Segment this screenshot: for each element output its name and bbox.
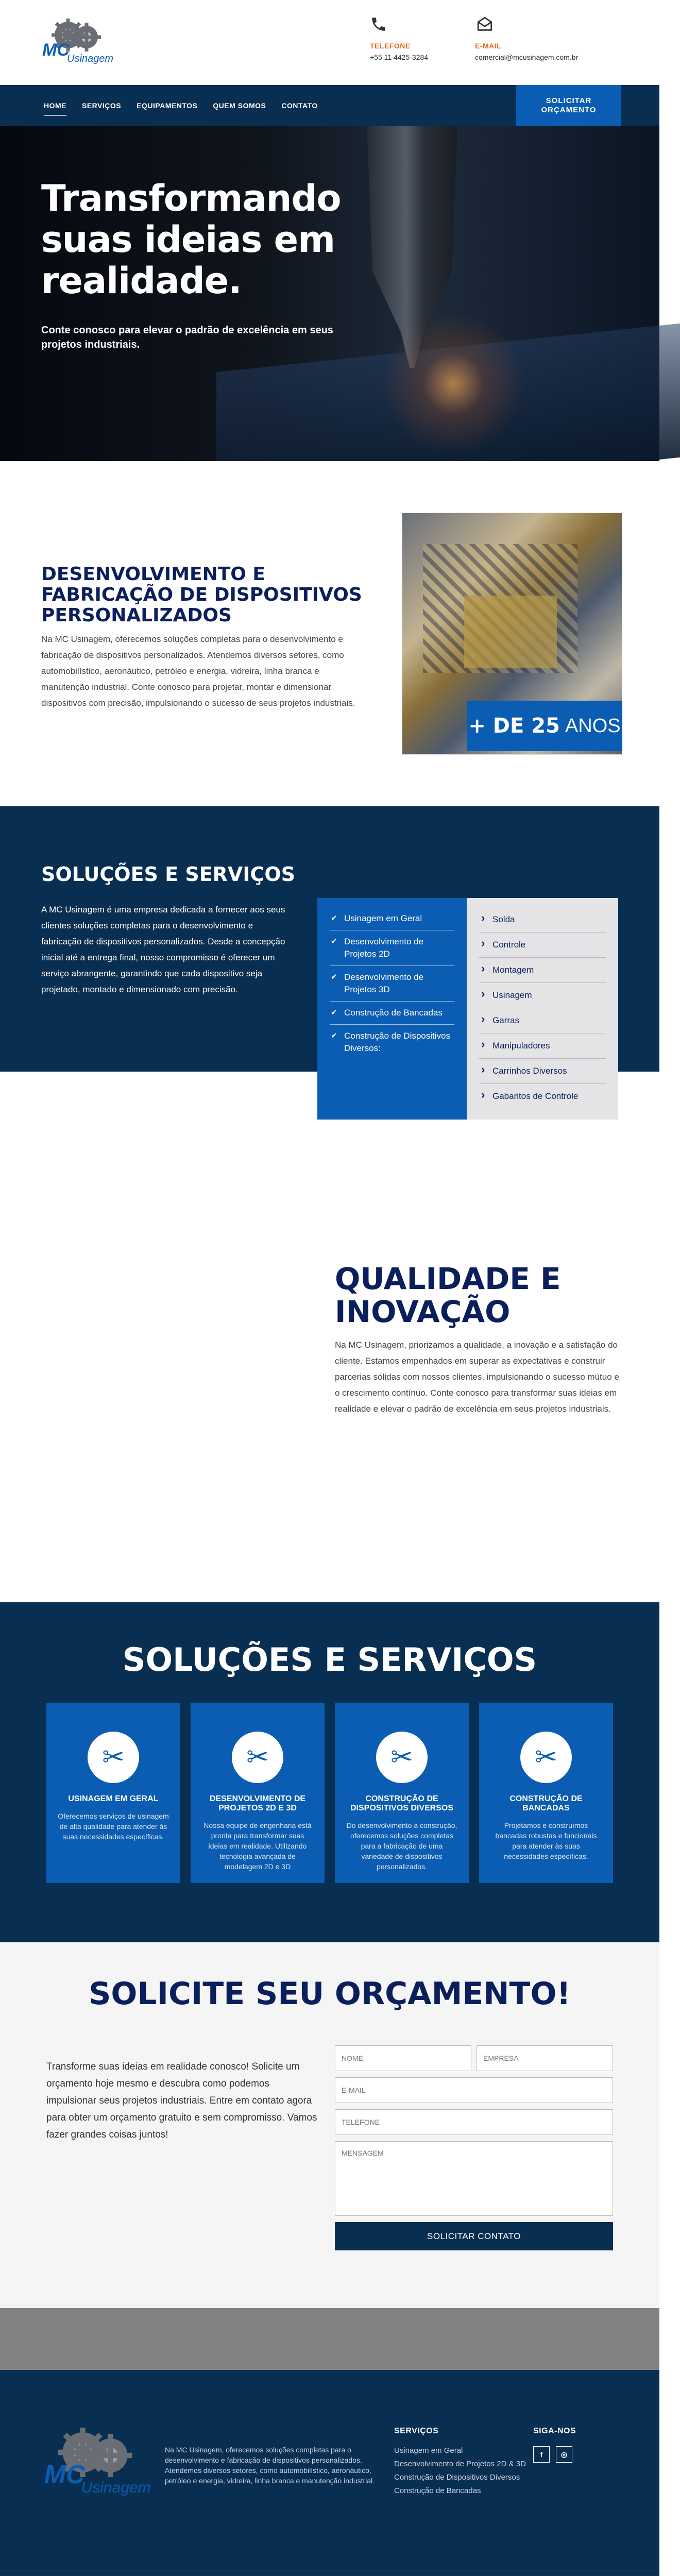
phone-contact[interactable] <box>370 15 428 61</box>
hero-title: Transformando suas ideias em realidade. <box>41 177 341 302</box>
list-item: › Usinagem <box>479 983 606 1008</box>
hero-subtitle: Conte conosco para elevar o padrão de excelência em seus projetos industriais. <box>41 325 333 350</box>
footer-about-text: Na MC Usinagem, oferecemos soluções completas para o desenvolvimento e fabricação de dispositivos personalizados. Atendemos diversos setores, como automobilístico, aeronáutico, petróleo e energia, vidreira, linha branca e manutenção industrial. <box>165 2446 375 2485</box>
quote-text: Transforme suas ideias em realidade conosco! Solicite um orçamento hoje mesmo e descubra como podemos impulsionar seus projetos industriais. Entre em contato agora para obter um orçamento gratuito e sem compromisso. Vamos fazer grandes coisas juntos! <box>46 2061 317 2140</box>
solutions-list-primary <box>317 898 467 1120</box>
email-value[interactable]: comercial@mcusinagem.com.br <box>475 53 579 61</box>
facebook-icon[interactable]: f <box>533 2446 550 2463</box>
service-card-text: Projetamos e construímos bancadas robustas e funcionais para atender às suas necessidades específicas. <box>495 1821 597 1860</box>
nav-item-quem-somos[interactable]: QUEM SOMOS <box>213 101 266 110</box>
tools-icon: ✂ <box>520 1732 572 1783</box>
request-quote-button[interactable] <box>516 85 621 126</box>
quote-section <box>0 1942 659 2308</box>
solutions-text: A MC Usinagem é uma empresa dedicada a fornecer aos seus clientes soluções completas para o desenvolvimento e fabricação de dispositivos personalizados. Desde a concepção inicial até a entrega final, nosso compromisso é oferecer um serviço abrangente, garantindo que cada dispositivo seja projetado, montado e dimensionado com precisão. <box>41 905 285 994</box>
tools-icon: ✂ <box>88 1732 139 1783</box>
hero-laser-glow <box>381 312 525 456</box>
list-item: ✔ Desenvolvimento de Projetos 3D <box>330 966 454 1002</box>
device-photo-detail <box>464 596 557 668</box>
footer-bottom-bar <box>0 2570 659 2576</box>
quote-form <box>335 2045 613 2250</box>
phone-value[interactable]: +55 11 4425-3284 <box>370 53 429 61</box>
service-card[interactable] <box>46 1703 180 1883</box>
development-title: DESENVOLVIMENTO E FABRICAÇÃO DE DISPOSITIVOS PERSONALIZADOS <box>41 564 362 626</box>
footer-social <box>533 2427 576 2463</box>
nav-item-servicos[interactable]: SERVIÇOS <box>82 101 122 110</box>
service-card-text: Do desenvolvimento à construção, oferecemos soluções completas para a fabricação de uma variedade de dispositivos personalizados. <box>346 1821 457 1871</box>
envelope-icon <box>475 15 578 38</box>
services-cards-section <box>0 1602 659 1942</box>
services-title: SOLUÇÕES E SERVIÇOS <box>122 1641 537 1679</box>
footer-service-link[interactable]: Usinagem em Geral <box>394 2446 463 2455</box>
footer-divider-strip <box>0 2308 659 2370</box>
instagram-icon[interactable]: ◎ <box>556 2446 572 2463</box>
quality-section <box>0 1190 659 1602</box>
mc-usinagem-logo[interactable] <box>41 14 114 66</box>
footer-social-title: SIGA-NOS <box>533 2427 576 2435</box>
message-field[interactable] <box>335 2141 613 2216</box>
development-text: Na MC Usinagem, oferecemos soluções completas para o desenvolvimento e fabricação de dispositivos personalizados. Atendemos diversos setores, como automobilístico, aeronáutico, petróleo e energia, vidreira, linha branca e manutenção industrial. Conte conosco para projetar, montar e dimensionar dispositivos com precisão, impulsionando o sucesso de seus projetos industriais. <box>41 634 355 708</box>
service-card-text: Oferecemos serviços de usinagem de alta qualidade para atender às suas necessidades específicas. <box>58 1812 169 1841</box>
list-item: › Manipuladores <box>479 1033 606 1059</box>
svg-text:Usinagem: Usinagem <box>81 2479 151 2496</box>
email-label: E-MAIL <box>475 42 502 50</box>
solutions-title: SOLUÇÕES E SERVIÇOS <box>41 863 296 886</box>
submit-contact-button[interactable]: SOLICITAR CONTATO <box>335 2222 613 2250</box>
site-footer <box>0 2370 659 2576</box>
list-item: › Solda <box>479 907 606 933</box>
service-card-text: Nossa equipe de engenharia está pronta para transformar suas ideias em realidade. Utilizando tecnologia avançada de modelagem 2D e 3D <box>203 1821 312 1871</box>
nav-item-home[interactable]: HOME <box>36 101 74 110</box>
quote-title: SOLICITE SEU ORÇAMENTO! <box>89 1976 571 2012</box>
phone-field[interactable] <box>335 2109 613 2135</box>
main-nav <box>0 85 659 126</box>
list-item: › Garras <box>479 1008 606 1033</box>
service-card-title: USINAGEM EM GERAL <box>68 1794 159 1803</box>
years-badge <box>467 701 622 751</box>
service-card[interactable] <box>191 1703 325 1883</box>
services-cards <box>46 1703 613 1883</box>
solutions-section <box>0 806 659 1190</box>
list-item: › Carrinhos Diversos <box>479 1059 606 1084</box>
nav-menu <box>36 85 326 126</box>
years-badge-number: + DE 25 <box>468 714 560 738</box>
svg-text:Usinagem: Usinagem <box>67 53 114 64</box>
email-contact[interactable] <box>475 15 578 61</box>
service-card-title: CONSTRUÇÃO DE BANCADAS <box>509 1794 583 1812</box>
nav-item-contato[interactable]: CONTATO <box>281 101 318 110</box>
svg-text:MC: MC <box>42 40 70 60</box>
development-section <box>0 461 659 806</box>
service-card[interactable] <box>335 1703 469 1883</box>
service-card-title: CONSTRUÇÃO DE DISPOSITIVOS DIVERSOS <box>350 1794 454 1812</box>
phone-label: TELEFONE <box>370 42 411 50</box>
list-item: › Controle <box>479 933 606 958</box>
site-header <box>0 0 659 85</box>
list-item: ✔ Construção de Bancadas <box>330 1002 454 1025</box>
footer-services <box>394 2427 526 2498</box>
footer-logo[interactable] <box>41 2421 151 2499</box>
footer-service-link[interactable]: Construção de Dispositivos Diversos <box>394 2473 520 2482</box>
tools-icon: ✂ <box>232 1732 283 1783</box>
nav-item-equipamentos[interactable]: EQUIPAMENTOS <box>137 101 198 110</box>
service-card-title: DESENVOLVIMENTO DE PROJETOS 2D E 3D <box>209 1794 306 1812</box>
quality-text: Na MC Usinagem, priorizamos a qualidade, a inovação e a satisfação do cliente. Estamos empenhados em superar as expectativas e construir parcerias sólidas com nossos clientes, impulsionando o sucesso mútuo e o crescimento contínuo. Conte conosco para transformar suas ideias em realidade e elevar o padrão de excelência em seus projetos industriais. <box>335 1340 619 1414</box>
list-item: ✔ Usinagem em Geral <box>330 907 454 930</box>
tools-icon: ✂ <box>376 1732 428 1783</box>
hero-banner <box>0 126 659 461</box>
company-field[interactable] <box>477 2045 613 2071</box>
solutions-list-devices <box>467 898 618 1120</box>
list-item: › Gabaritos de Controle <box>479 1084 606 1109</box>
list-item: ✔ Construção de Dispositivos Diversos: <box>330 1025 454 1060</box>
footer-service-link[interactable]: Construção de Bancadas <box>394 2486 481 2495</box>
footer-services-title: SERVIÇOS <box>394 2427 439 2435</box>
request-quote-line1: SOLICITAR <box>546 96 592 105</box>
list-item: ✔ Desenvolvimento de Projetos 2D <box>330 930 454 966</box>
list-item: › Montagem <box>479 958 606 983</box>
years-badge-unit: ANOS <box>565 715 621 737</box>
svg-text:MC: MC <box>44 2460 85 2489</box>
request-quote-line2: ORÇAMENTO <box>541 106 597 114</box>
service-card[interactable] <box>479 1703 613 1883</box>
quality-title: QUALIDADE E INOVAÇÃO <box>335 1261 561 1329</box>
footer-service-link[interactable]: Desenvolvimento de Projetos 2D & 3D <box>394 2460 526 2468</box>
name-field[interactable] <box>335 2045 471 2071</box>
phone-icon <box>370 15 428 38</box>
email-field[interactable] <box>335 2077 613 2103</box>
